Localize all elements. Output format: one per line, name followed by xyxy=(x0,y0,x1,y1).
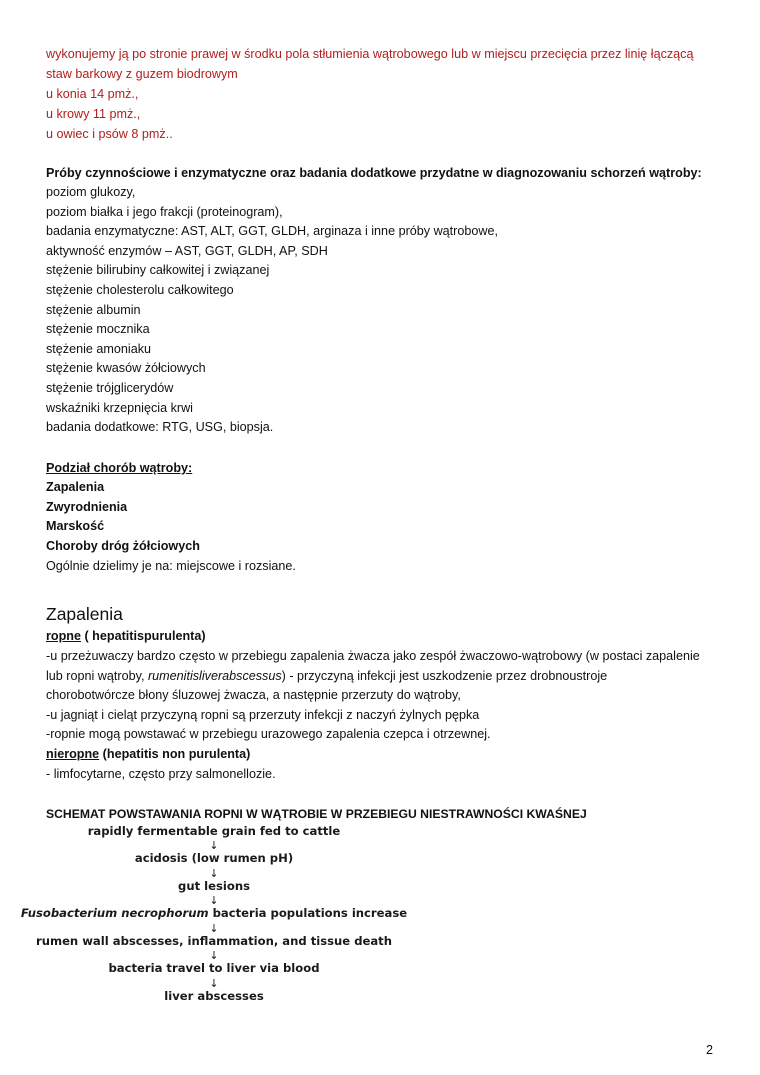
arrow-down-icon: ↓ xyxy=(209,977,219,990)
purulent-label: ropne xyxy=(46,629,81,643)
tests-item: stężenie bilirubiny całkowitej i związanej xyxy=(46,263,270,277)
tests-item: stężenie cholesterolu całkowitego xyxy=(46,283,234,297)
schema-step-6: bacteria travel to liver via blood xyxy=(108,961,320,975)
schema-step-5: rumen wall abscesses, inflammation, and tissue death xyxy=(36,934,392,948)
schema-step-3: gut lesions xyxy=(178,879,250,893)
purulent-latin: ( hepatitispurulenta) xyxy=(80,629,206,643)
classification-item: Marskość xyxy=(46,519,105,533)
intro-line-1: wykonujemy ją po stronie prawej w środku pola stłumienia wątrobowego lub w miejscu przecięcia przez linię łączącą xyxy=(46,47,694,61)
arrow-down-icon: ↓ xyxy=(209,922,219,935)
tests-item: wskaźniki krzepnięcia krwi xyxy=(46,401,193,415)
purulent-line-2 xyxy=(46,668,607,685)
classification-note: Ogólnie dzielimy je na: miejscowe i rozsiane. xyxy=(46,559,296,573)
schema-step-4 xyxy=(21,906,407,920)
arrow-down-icon: ↓ xyxy=(209,867,219,880)
tests-heading: Próby czynnościowe i enzymatyczne oraz badania dodatkowe przydatne w diagnozowaniu schorzeń wątroby: xyxy=(46,166,702,180)
nonpurulent-label: nieropne xyxy=(46,747,100,761)
classification-item: Zapalenia xyxy=(46,480,105,494)
page-number: 2 xyxy=(706,1043,714,1057)
classification-item: Zwyrodnienia xyxy=(46,500,128,514)
purulent-line-5: -ropnie mogą powstawać w przebiegu urazowego zapalenia czepca i otrzewnej. xyxy=(46,727,491,741)
schema-step-1: rapidly fermentable grain fed to cattle xyxy=(87,824,341,838)
tests-item: badania dodatkowe: RTG, USG, biopsja. xyxy=(46,420,274,434)
schema-step-7: liver abscesses xyxy=(164,989,264,1003)
tests-item: stężenie mocznika xyxy=(46,322,150,336)
nonpurulent-line-1: - limfocytarne, często przy salmonellozie. xyxy=(46,767,276,781)
tests-item: stężenie albumin xyxy=(46,303,141,317)
tests-item: aktywność enzymów – AST, GGT, GLDH, AP, SDH xyxy=(46,244,328,258)
intro-line-2: staw barkowy z guzem biodrowym xyxy=(46,67,238,81)
purulent-line-1: -u przeżuwaczy bardzo często w przebiegu zapalenia żwacza jako zespół żwaczowo-wątrobowy (w postaci zapalenie xyxy=(46,649,700,663)
tests-item: stężenie amoniaku xyxy=(46,342,152,356)
tests-item: poziom białka i jego frakcji (proteinogram), xyxy=(46,205,283,219)
tests-item: stężenie trójglicerydów xyxy=(46,381,174,395)
nonpurulent-heading xyxy=(46,746,250,763)
intro-line-4: u krowy 11 pmż., xyxy=(46,107,141,121)
purulent-line-4: -u jagniąt i cieląt przyczyną ropni są przerzuty infekcji z naczyń żylnych pępka xyxy=(46,708,480,722)
schema-step-2: acidosis (low rumen pH) xyxy=(134,851,294,865)
tests-item: badania enzymatyczne: AST, ALT, GGT, GLDH, arginaza i inne próby wątrobowe, xyxy=(46,224,498,238)
arrow-down-icon: ↓ xyxy=(209,839,219,852)
section-title-zapalenia: Zapalenia xyxy=(46,604,123,624)
intro-line-3: u konia 14 pmż., xyxy=(46,87,139,101)
intro-line-5: u owiec i psów 8 pmż.. xyxy=(46,127,173,141)
schema-heading: SCHEMAT POWSTAWANIA ROPNI W WĄTROBIE W PRZEBIEGU NIESTRAWNOŚCI KWAŚNEJ xyxy=(46,807,587,821)
arrow-down-icon: ↓ xyxy=(209,949,219,962)
classification-heading: Podział chorób wątroby: xyxy=(46,461,193,475)
purulent-heading xyxy=(46,628,206,645)
schema-step-4-italic: Fusobacterium necrophorum xyxy=(20,906,209,920)
purulent-line-2-italic: rumenitisliverabscessus xyxy=(147,669,282,683)
purulent-line-3: chorobotwórcze błony śluzowej żwacza, a następnie przerzuty do wątroby, xyxy=(46,688,461,702)
purulent-line-2-post: ) - przyczyną infekcji jest uszkodzenie przez drobnoustroje xyxy=(281,669,608,683)
classification-item: Choroby dróg żółciowych xyxy=(46,539,200,553)
tests-item: stężenie kwasów żółciowych xyxy=(46,361,206,375)
tests-item: poziom glukozy, xyxy=(46,185,136,199)
nonpurulent-latin: (hepatitis non purulenta) xyxy=(99,747,251,761)
purulent-line-2-pre: lub ropni wątroby, xyxy=(46,669,148,683)
arrow-down-icon: ↓ xyxy=(209,894,219,907)
schema-step-4-rest: bacteria populations increase xyxy=(208,906,408,920)
